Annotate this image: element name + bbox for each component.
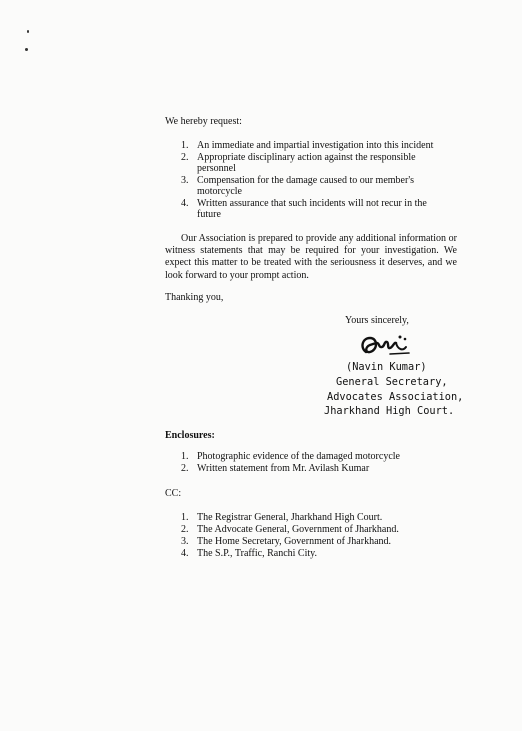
list-number: 2. xyxy=(181,151,189,163)
list-item-text: The Home Secretary, Government of Jharkhand. xyxy=(197,536,392,547)
list-item-text: future xyxy=(197,209,221,220)
list-item-text: The S.P., Traffic, Ranchi City. xyxy=(197,548,318,559)
cc-item xyxy=(181,512,451,524)
list-number: 3. xyxy=(181,536,189,547)
signatory-name: (Navin Kumar) xyxy=(346,361,427,373)
list-item-text: The Registrar General, Jharkhand High Court. xyxy=(197,512,383,523)
list-number: 1. xyxy=(181,451,189,462)
request-item xyxy=(181,140,451,152)
scan-speck xyxy=(25,48,28,51)
enclosure-item xyxy=(181,463,451,475)
list-item-text: The Advocate General, Government of Jharkhand. xyxy=(197,524,399,535)
list-number: 4. xyxy=(181,548,189,559)
cc-item xyxy=(181,536,451,548)
enclosure-item xyxy=(181,451,451,463)
enclosures-heading: Enclosures: xyxy=(165,430,215,441)
closing-paragraph: Our Association is prepared to provide any additional information or witness statements that may be required for your investigation. We expect this matter to be treated with the seriousness it deserves, and we look forward to your prompt action. xyxy=(165,233,457,281)
cc-item xyxy=(181,548,451,560)
enclosures-list xyxy=(181,451,451,475)
list-number: 4. xyxy=(181,197,189,209)
list-number: 2. xyxy=(181,524,189,535)
cc-list xyxy=(181,512,451,560)
list-item-text: motorcycle xyxy=(197,186,242,197)
request-item xyxy=(181,175,451,198)
scan-speck xyxy=(27,30,29,33)
handwritten-signature xyxy=(356,330,416,360)
list-item-text: personnel xyxy=(197,163,236,174)
list-number: 2. xyxy=(181,463,189,474)
list-item-text: Written assurance that such incidents will not recur in the xyxy=(197,197,427,209)
cc-item xyxy=(181,524,451,536)
list-number: 3. xyxy=(181,174,189,186)
signatory-court: Jharkhand High Court. xyxy=(324,405,455,417)
cc-heading: CC: xyxy=(165,488,182,499)
request-item xyxy=(181,198,451,221)
request-item xyxy=(181,152,451,175)
thanking-line: Thanking you, xyxy=(165,292,224,303)
list-item-text: Compensation for the damage caused to our member's xyxy=(197,174,415,186)
list-item-text: Appropriate disciplinary action against the responsible xyxy=(197,151,416,163)
list-number: 1. xyxy=(181,140,189,151)
request-intro: We hereby request: xyxy=(165,116,242,127)
yours-sincerely: Yours sincerely, xyxy=(345,315,409,326)
request-list xyxy=(181,140,451,221)
signatory-title: General Secretary, xyxy=(336,376,448,388)
list-item-text: An immediate and impartial investigation into this incident xyxy=(197,140,434,151)
list-item-text: Photographic evidence of the damaged motorcycle xyxy=(197,451,400,462)
signatory-organization: Advocates Association, xyxy=(327,391,464,403)
list-item-text: Written statement from Mr. Avilash Kumar xyxy=(197,463,370,474)
list-number: 1. xyxy=(181,512,189,523)
